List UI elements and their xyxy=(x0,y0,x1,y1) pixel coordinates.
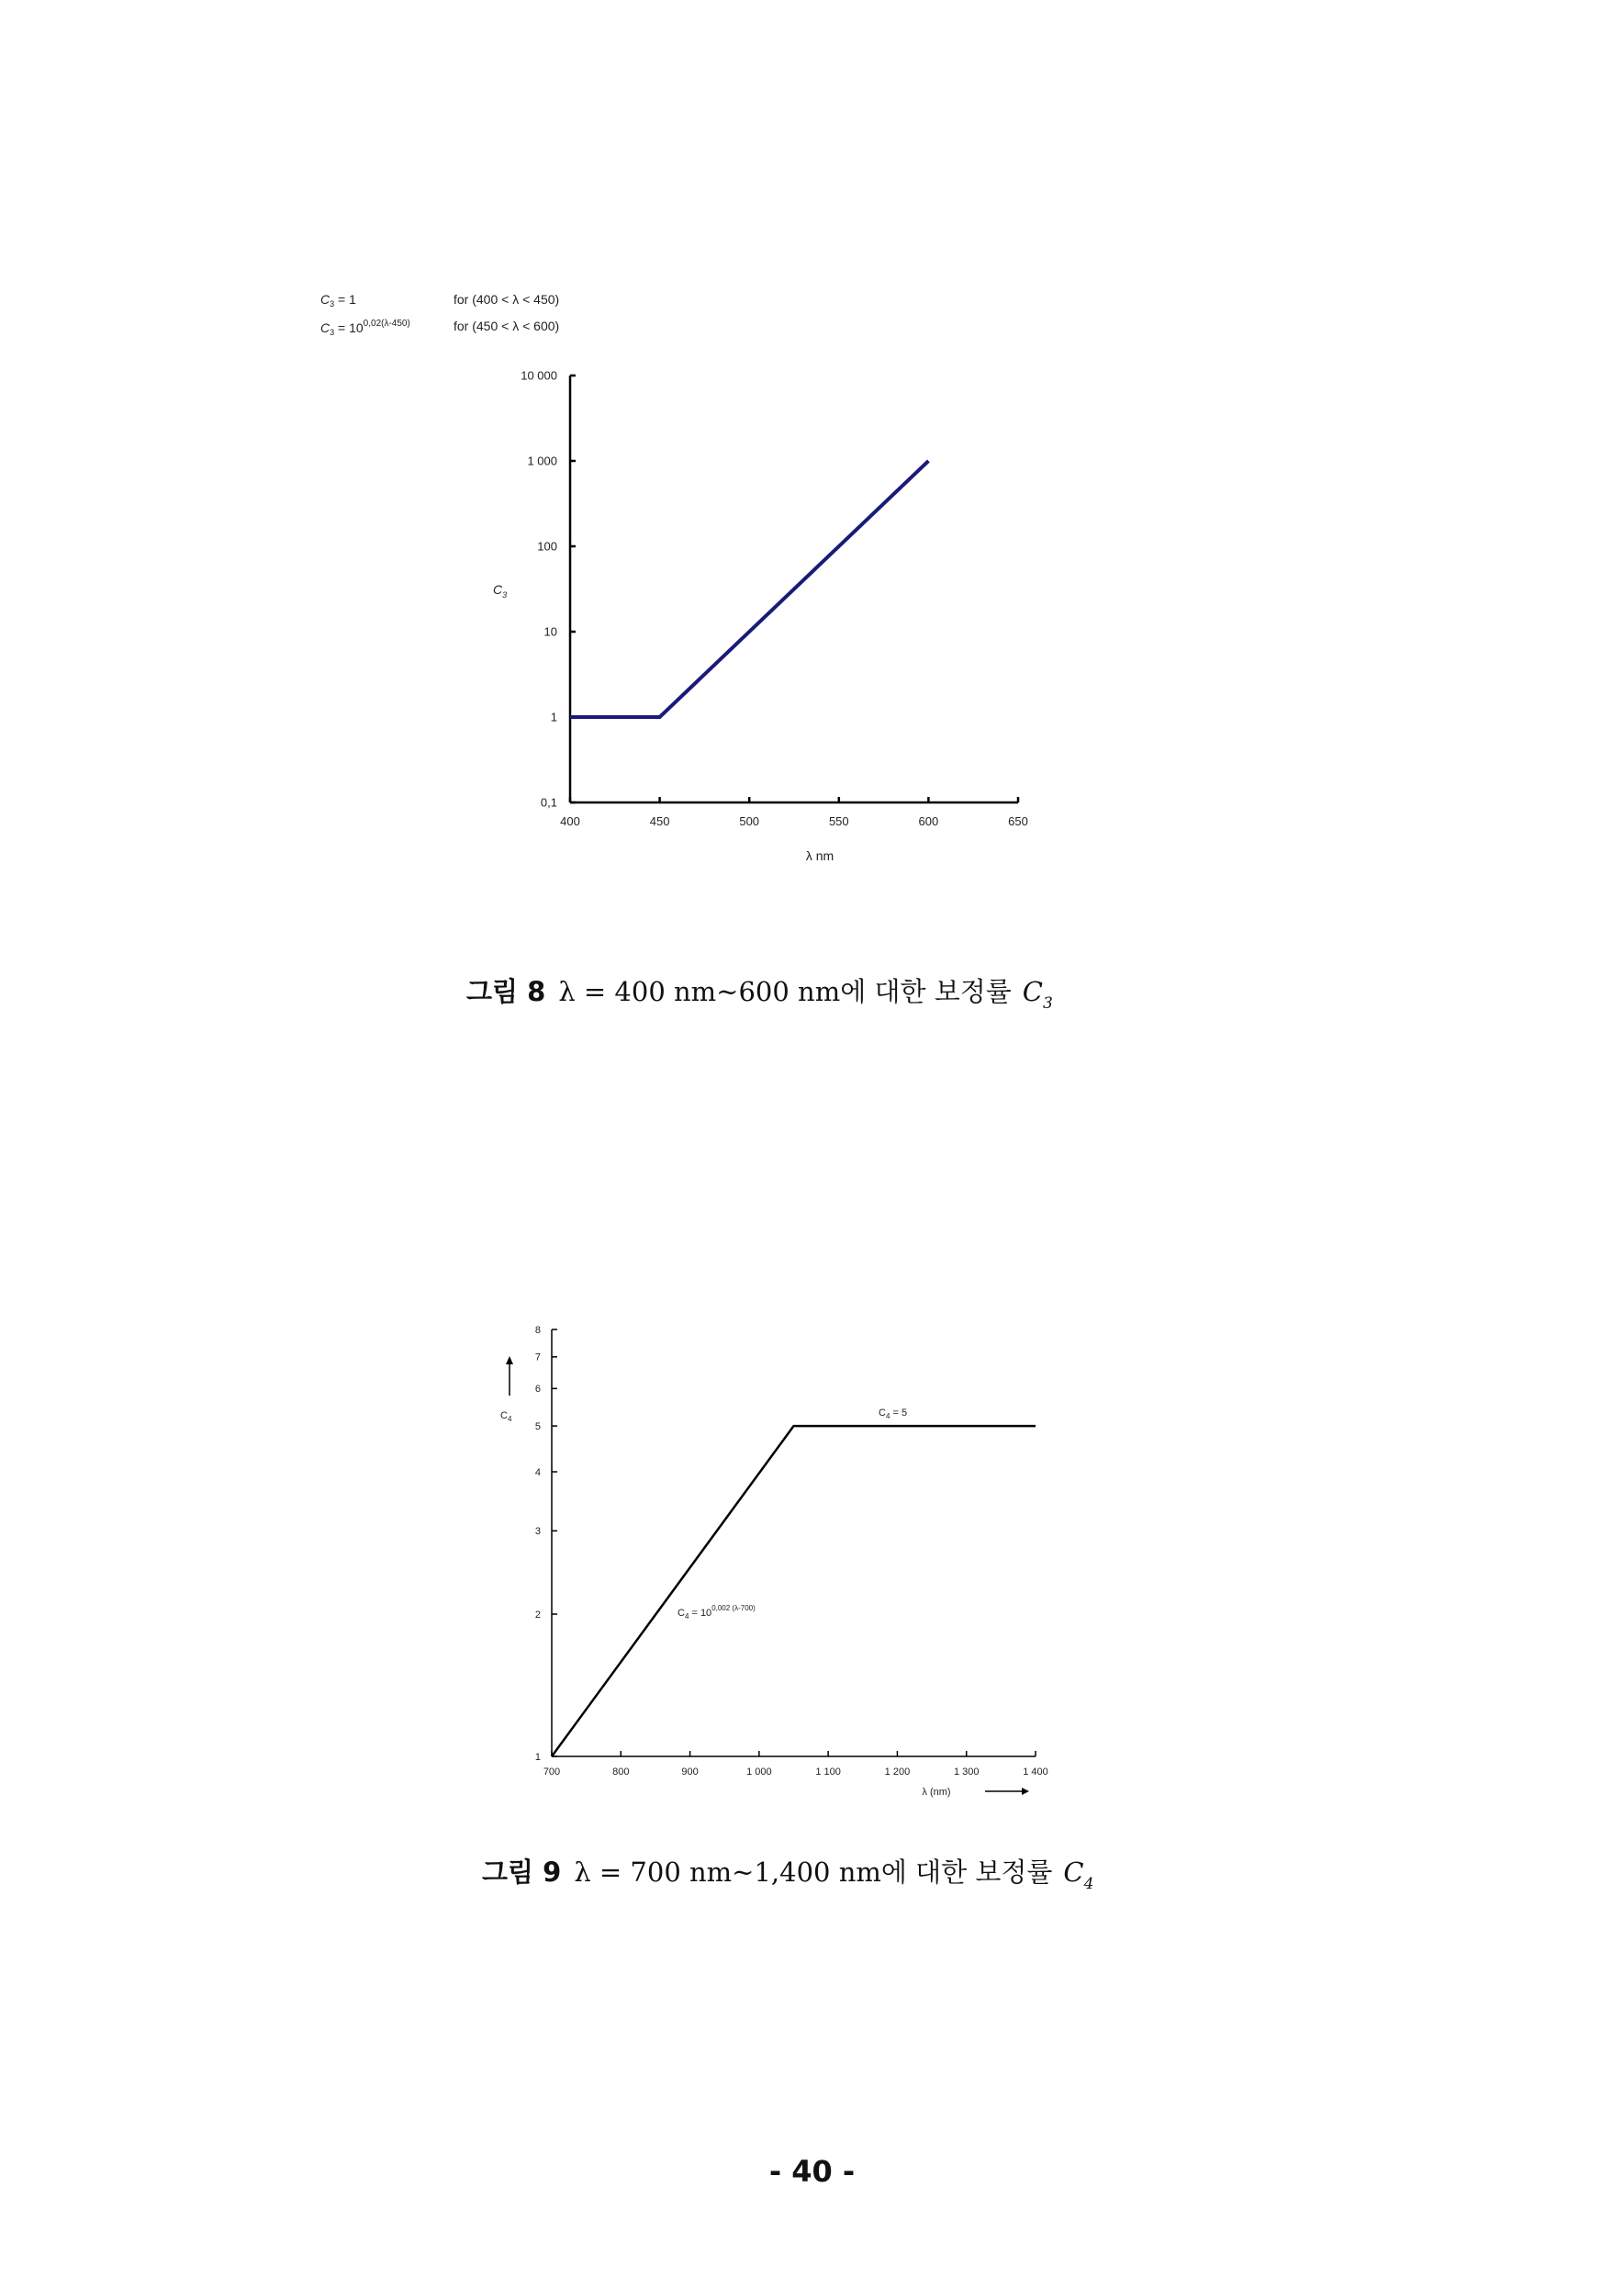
caption-text: λ = 700 nm~1,400 nm에 대한 보정률 xyxy=(574,1856,1053,1888)
y-tick-label: 10 000 xyxy=(521,368,557,383)
y-tick-label: 1 xyxy=(534,1751,541,1763)
annotation-plateau: $C_4 = 5$ xyxy=(879,1408,908,1420)
figure-label: 그림 8 xyxy=(466,976,546,1007)
x-tick-label: 600 xyxy=(918,814,939,828)
y-tick-label: 1 000 xyxy=(527,454,557,468)
y-tick-label: 8 xyxy=(534,1324,541,1336)
page-number: - 40 - xyxy=(768,2154,856,2189)
x-tick-label: 700 xyxy=(543,1767,561,1778)
formula-line-2: $C_3 = 10^{0,02(\lambda-450)}$ xyxy=(320,319,410,337)
y-tick-label: 4 xyxy=(534,1466,541,1478)
y-tick-label: 1 xyxy=(550,710,557,724)
caption-text: λ = 400 nm~600 nm에 대한 보정률 xyxy=(558,976,1012,1007)
x-tick-label: 1 100 xyxy=(815,1767,841,1778)
y-tick-label: 6 xyxy=(534,1384,541,1396)
axes xyxy=(552,1329,1036,1756)
y-tick-label: 100 xyxy=(537,539,557,554)
tick-labels xyxy=(535,1325,1048,1778)
x-axis-label: λ (nm) xyxy=(922,1787,951,1798)
x-tick-label: 900 xyxy=(681,1767,699,1778)
series-line xyxy=(552,1426,1036,1756)
x-tick-label: 450 xyxy=(649,814,670,828)
caption-symbol: $C_4$ xyxy=(1063,1856,1094,1893)
x-tick-label: 800 xyxy=(612,1767,630,1778)
annotation-slope: $C_4 = 10^{0,002 (\lambda-700)}$ xyxy=(678,1604,756,1621)
x-tick-label: 400 xyxy=(560,814,580,828)
figure-9-caption xyxy=(482,1852,1093,1893)
formula-cond-1: for (400 < λ < 450) xyxy=(454,292,560,307)
x-tick-label: 1 200 xyxy=(884,1767,911,1778)
caption-symbol: $C_3$ xyxy=(1022,976,1053,1013)
x-tick-label: 650 xyxy=(1008,814,1028,828)
x-tick-label: 550 xyxy=(828,814,849,828)
formula-cond-2: for (450 < λ < 600) xyxy=(454,319,560,333)
y-axis-arrow xyxy=(506,1356,513,1396)
y-tick-label: 10 xyxy=(543,624,557,639)
x-tick-label: 1 000 xyxy=(746,1767,772,1778)
x-axis-arrow xyxy=(985,1788,1029,1795)
y-axis-label: $C_3$ xyxy=(493,582,508,600)
x-axis-label: λ nm xyxy=(805,848,834,863)
formula-line-1: $C_3 = 1$ xyxy=(320,292,356,308)
x-tick-label: 500 xyxy=(739,814,760,828)
x-tick-label: 1 400 xyxy=(1023,1767,1048,1778)
figure-label: 그림 9 xyxy=(482,1856,562,1888)
y-tick-label: 7 xyxy=(534,1352,541,1363)
y-tick-label: 3 xyxy=(534,1526,541,1538)
y-tick-label: 5 xyxy=(534,1420,541,1432)
x-tick-label: 1 300 xyxy=(953,1767,980,1778)
y-axis-label: $C_4$ xyxy=(500,1410,512,1423)
y-tick-label: 2 xyxy=(534,1609,541,1621)
series xyxy=(552,1426,1036,1756)
y-tick-label: 0,1 xyxy=(540,795,557,810)
